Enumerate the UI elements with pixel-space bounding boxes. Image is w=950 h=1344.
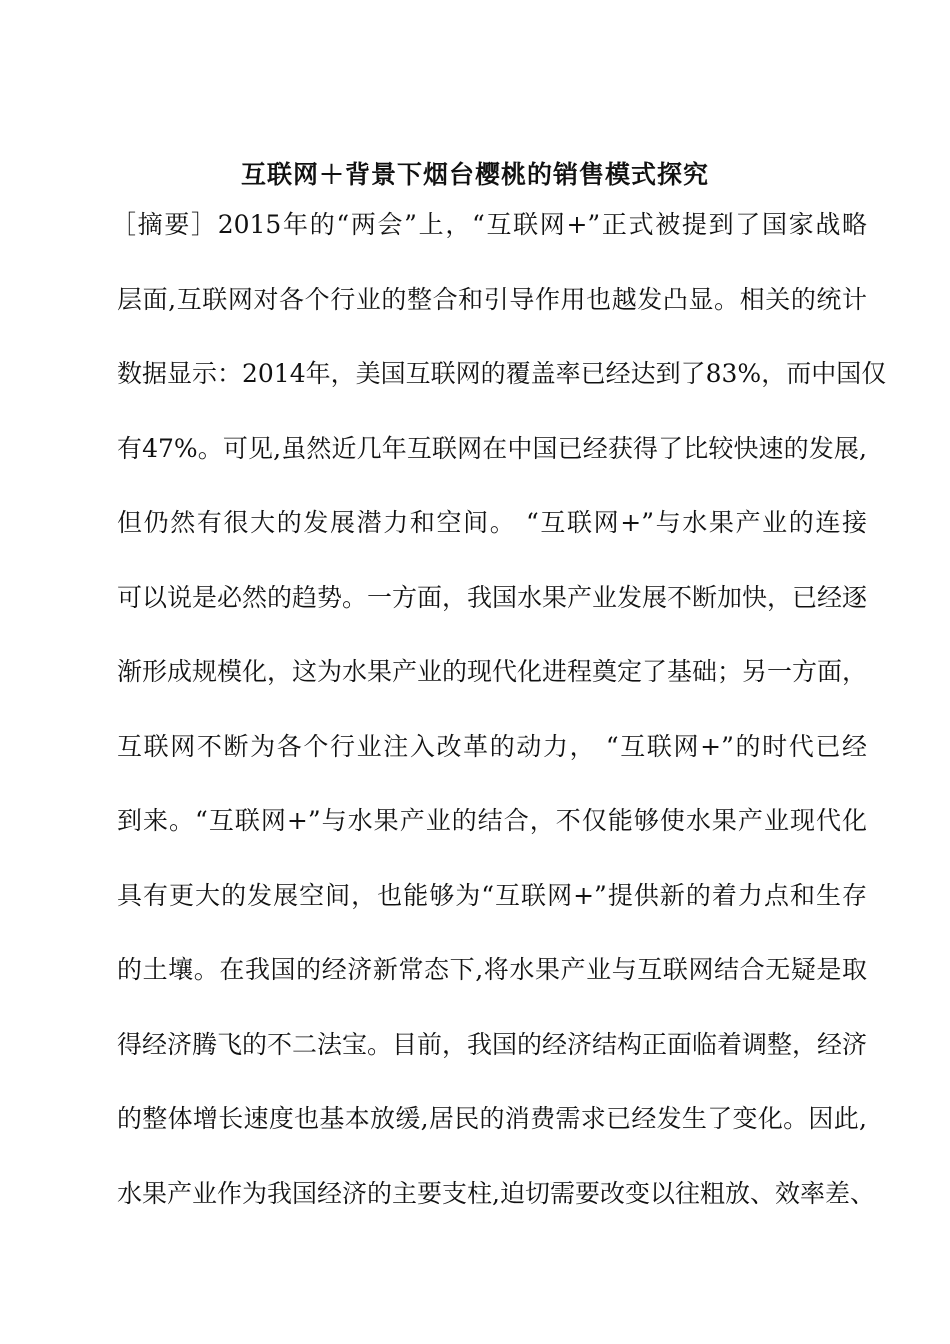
text-line: 互联网不断为各个行业注入改革的动力， “互联网+”的时代已经 <box>117 731 867 761</box>
text-line: 到来。“互联网+”与水果产业的结合，不仅能够使水果产业现代化 <box>117 806 867 835</box>
text-line: 层面,互联网对各个行业的整合和引导作用也越发凸显。相关的统计 <box>117 284 867 314</box>
text-line: ［摘要］2015年的“两会”上，“互联网+”正式被提到了国家战略 <box>111 210 867 239</box>
text-line: 但仍然有很大的发展潜力和空间。 “互联网+”与水果产业的连接 <box>117 508 867 537</box>
text-line: 具有更大的发展空间，也能够为“互联网+”提供新的着力点和生存 <box>117 880 867 910</box>
abstract-body <box>111 200 887 1243</box>
document-title: 互联网＋背景下烟台樱桃的销售模式探究 <box>240 160 709 189</box>
text-line: 水果产业作为我国经济的主要支柱,迫切需要改变以往粗放、效率差、 <box>117 1178 875 1208</box>
text-line: 的土壤。在我国的经济新常态下,将水果产业与互联网结合无疑是取 <box>117 955 867 984</box>
text-line: 渐形成规模化，这为水果产业的现代化进程奠定了基础；另一方面， <box>117 657 868 686</box>
text-line: 数据显示：2014年，美国互联网的覆盖率已经达到了83%，而中国仅 <box>117 359 887 388</box>
text-line: 可以说是必然的趋势。一方面，我国水果产业发展不断加快，已经逐 <box>117 582 868 612</box>
text-line: 得经济腾飞的不二法宝。目前，我国的经济结构正面临着调整，经济 <box>117 1029 868 1059</box>
text-line: 的整体增长速度也基本放缓,居民的消费需求已经发生了变化。因此, <box>117 1104 867 1133</box>
text-line: 有47%。可见,虽然近几年互联网在中国已经获得了比较快速的发展, <box>117 433 867 463</box>
